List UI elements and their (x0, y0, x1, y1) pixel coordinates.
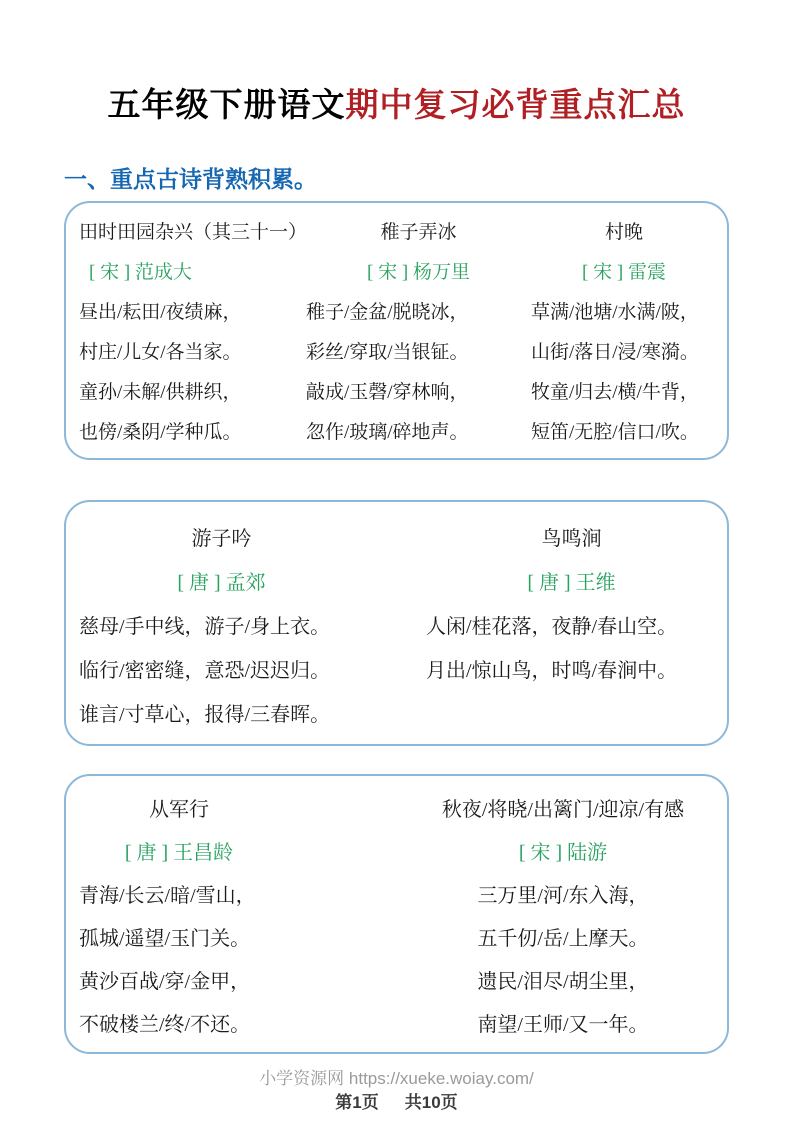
poem-box-3 (64, 774, 729, 1054)
poem-line: 临行/密密缝，意恐/迟迟归。 (79, 659, 331, 682)
poem-column (79, 786, 279, 1044)
poem-author: [ 唐 ] 王维 (527, 571, 616, 594)
poem-column (79, 210, 306, 450)
poem-line: 孤城/遥望/玉门关。 (79, 928, 251, 950)
poem-line: 牧童/归去/横/牛背， (531, 381, 699, 403)
poem-line: 青海/长云/暗/雪山， (79, 885, 256, 907)
poem-title: 田时田园杂兴（其三十一） (79, 221, 308, 243)
poem-author: [ 唐 ] 王昌龄 (124, 842, 234, 864)
page-title-red: 期中复习必背重点汇总 (345, 88, 686, 124)
poem-title: 稚子弄冰 (380, 221, 457, 243)
poem-box-1 (64, 201, 729, 460)
poem-line: 慈母/手中线，游子/身上衣。 (79, 615, 331, 638)
poem-title: 秋夜/将晓/出篱门/迎凉/有感 (441, 799, 685, 821)
poem-column (364, 514, 717, 734)
poem-line: 人闲/桂花落，夜静/春山空。 (426, 615, 678, 638)
footer-page-info (0, 1088, 793, 1113)
poem-line: 三万里/河/东入海， (477, 885, 649, 907)
poem-line: 谁言/寸草心，报得/三春晖。 (79, 703, 331, 726)
section-heading: 一、重点古诗背熟积累。 (64, 167, 317, 192)
poem-line: 村庄/儿女/各当家。 (79, 341, 242, 363)
footer-site-line: 小学资源网 https://xueke.woiay.com/ (259, 1069, 534, 1088)
poem-line: 稚子/金盆/脱晓冰， (306, 301, 469, 323)
footer-page-total: 共10页 (404, 1093, 458, 1112)
poem-title: 游子吟 (191, 527, 252, 550)
poem-line: 黄沙百战/穿/金甲， (79, 971, 251, 993)
poem-line: 短笛/无腔/信口/吹。 (531, 421, 699, 443)
poem-column (531, 210, 717, 450)
poem-author: [ 宋 ] 陆游 (518, 842, 608, 864)
poem-line: 彩丝/穿取/当银钲。 (306, 341, 469, 363)
footer-page-current: 第1页 (335, 1093, 379, 1112)
poem-box-2 (64, 500, 729, 746)
poem-author: [ 唐 ] 孟郊 (177, 571, 266, 594)
poem-column (279, 786, 717, 1044)
poem-line: 忽作/玻璃/碎地声。 (306, 421, 469, 443)
poem-line: 南望/王师/又一年。 (477, 1014, 649, 1036)
poem-line: 草满/池塘/水满/陂， (531, 301, 699, 323)
poem-column (306, 210, 531, 450)
poem-column (79, 514, 364, 734)
page-title-black: 五年级下册语文 (107, 88, 346, 124)
poem-line: 月出/惊山鸟，时鸣/春涧中。 (426, 659, 678, 682)
poem-author: [ 宋 ] 雷震 (582, 261, 666, 283)
poem-title: 鸟鸣涧 (541, 527, 602, 550)
poem-line: 五千仞/岳/上摩天。 (477, 928, 649, 950)
poem-title: 村晚 (604, 221, 643, 243)
poem-line: 遗民/泪尽/胡尘里， (477, 971, 649, 993)
poem-title: 从军行 (149, 799, 209, 821)
poem-line: 童孙/未解/供耕织， (79, 381, 242, 403)
poem-line: 不破楼兰/终/不还。 (79, 1014, 251, 1036)
poem-line: 山街/落日/浸/寒漪。 (531, 341, 699, 363)
poem-line (426, 690, 717, 734)
page-title (0, 84, 793, 128)
poem-author: [ 宋 ] 杨万里 (367, 261, 470, 283)
poem-line: 也傍/桑阴/学种瓜。 (79, 421, 242, 443)
poem-author: [ 宋 ] 范成大 (89, 261, 192, 283)
poem-line: 昼出/耘田/夜绩麻， (79, 301, 242, 323)
poem-line: 敲成/玉磬/穿林响， (306, 381, 469, 403)
